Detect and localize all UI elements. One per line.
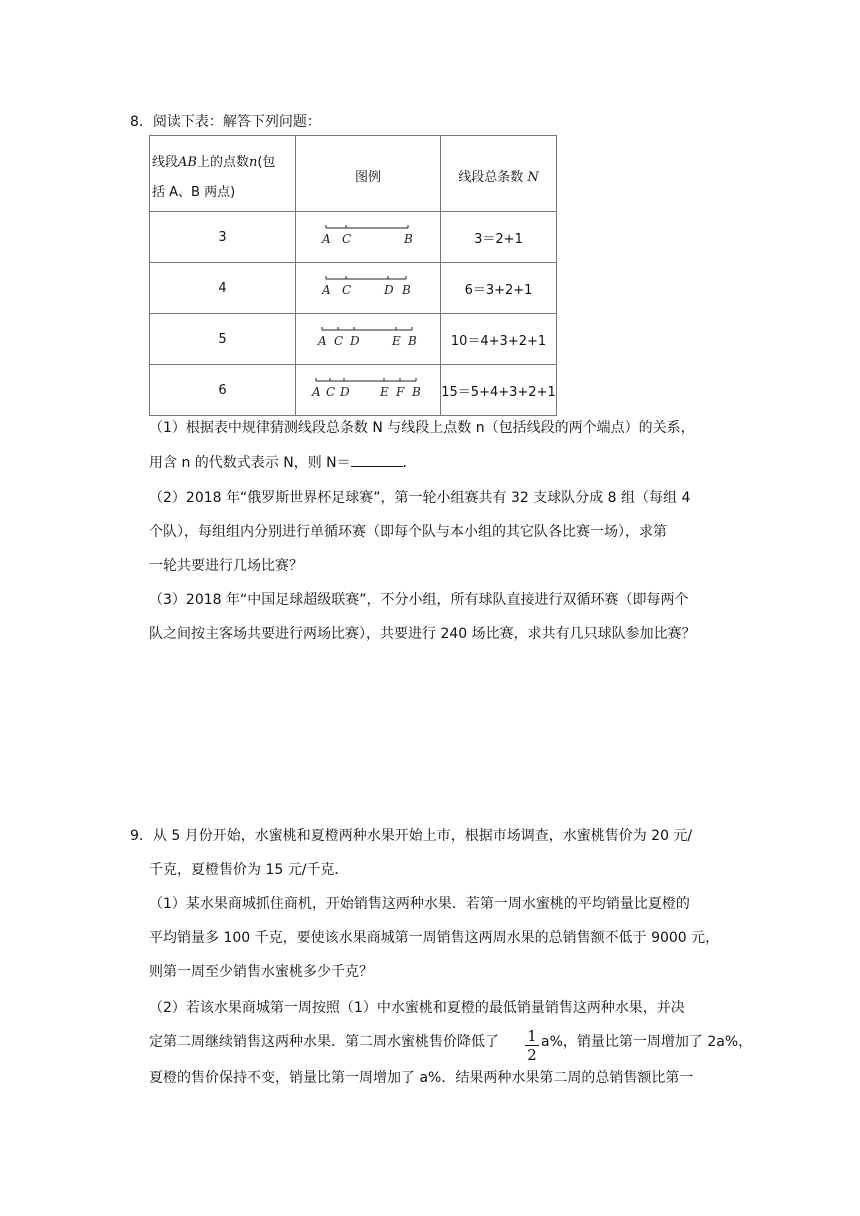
q8-part2-line1: （2）2018 年“俄罗斯世界杯足球赛”，第一轮小组赛共有 32 支球队分成 8 组（每组 4 [149, 490, 691, 506]
segment-diagram [296, 263, 440, 309]
q8-part3-line2: 队之间按主客场共要进行两场比赛），共要进行 240 场比赛，求共有几只球队参加比赛？ [149, 626, 696, 642]
point-label: D [384, 283, 394, 297]
segment-diagram [296, 212, 440, 258]
header-legend [296, 136, 441, 212]
table-row [150, 365, 557, 416]
q9-part1-line1: （1）某水果商城抓住商机，开始销售这两种水果．若第一周水蜜桃的平均销量比夏橙的 [149, 896, 690, 912]
q9-part2-line3: 夏橙的售价保持不变，销量比第一周增加了 a%．结果两种水果第二周的总销售额比第一 [149, 1070, 694, 1086]
cell-diagram [296, 365, 441, 416]
point-label: C [342, 232, 352, 246]
q8-part1-text: ． [402, 455, 417, 471]
header-total [441, 136, 557, 212]
segment-diagram [296, 314, 440, 360]
q9-line2: 千克，夏橙售价为 15 元/千克． [149, 862, 349, 878]
q9-part2-line2a: 定第二周继续销售这两种水果．第二周水蜜桃售价降低了 [149, 1034, 499, 1050]
table-row [150, 212, 557, 263]
point-label: E [380, 385, 389, 399]
q8-part2-line2: 个队），每组组内分别进行单循环赛（即每个队与本小组的其它队各比赛一场），求第 [149, 524, 667, 540]
header-text: 线段 [152, 154, 179, 170]
cell-total: 3＝2+1 [441, 212, 557, 263]
header-text: 线段总条数 [458, 169, 528, 185]
q9-part2-line1: （2）若该水果商城第一周按照（1）中水蜜桃和夏橙的最低销量销售这两种水果，并决 [149, 1000, 685, 1016]
header-n: N [527, 169, 539, 185]
q8-part1-line1: （1）根据表中规律猜测线段总条数 N 与线段上点数 n（包括线段的两个端点）的关系， [149, 420, 695, 436]
header-text: 图例 [354, 169, 381, 185]
fraction-one-half [525, 1028, 539, 1063]
q8-part3-line1: （3）2018 年“中国足球超级联赛”，不分小组，所有球队直接进行双循环赛（即每两个 [149, 592, 689, 608]
table-row [150, 314, 557, 365]
table-row [150, 263, 557, 314]
point-label: A [312, 385, 321, 399]
segment-diagram [296, 365, 440, 411]
cell-diagram [296, 263, 441, 314]
point-label: A [322, 283, 331, 297]
point-label: C [326, 385, 336, 399]
point-label: E [392, 334, 401, 348]
header-n: n [248, 154, 258, 170]
cell-total: 6＝3+2+1 [441, 263, 557, 314]
cell-total: 10＝4+3+2+1 [441, 314, 557, 365]
header-text: 上的点数 [196, 154, 249, 170]
q9-part2-line2b: a%，销量比第一周增加了 2a%， [541, 1034, 753, 1050]
fraction-denominator: 2 [527, 1046, 537, 1064]
cell-n: 4 [150, 263, 296, 314]
cell-diagram [296, 212, 441, 263]
point-label: B [408, 334, 417, 348]
q8-part1-text: 用含 n 的代数式表示 N，则 N＝ [149, 455, 351, 471]
header-text: (包 [257, 154, 276, 170]
q8-part1-line2 [149, 452, 417, 473]
answer-blank [351, 452, 403, 467]
table-header-row [150, 136, 557, 212]
q8-table [149, 135, 557, 416]
cell-diagram [296, 314, 441, 365]
point-label: A [322, 232, 331, 246]
header-ab: AB [178, 154, 197, 170]
q9-part1-line2: 平均销量多 100 千克，要使该水果商城第一周销售这两周水果的总销售额不低于 9000 元， [149, 930, 720, 946]
point-label: B [402, 283, 411, 297]
q9-part1-line3: 则第一周至少销售水蜜桃多少千克？ [149, 964, 373, 980]
q9-line1: 9．从 5 月份开始，水蜜桃和夏橙两种水果开始上市，根据市场调查，水蜜桃售价为 20 元/ [130, 828, 693, 844]
point-label: C [342, 283, 352, 297]
cell-n: 6 [150, 365, 296, 416]
point-label: B [404, 232, 413, 246]
header-points-count [150, 136, 296, 212]
point-label: A [318, 334, 327, 348]
fraction-numerator: 1 [527, 1027, 537, 1045]
cell-total: 15＝5+4+3+2+1 [441, 365, 557, 416]
cell-n: 3 [150, 212, 296, 263]
point-label: C [334, 334, 344, 348]
point-label: D [350, 334, 360, 348]
cell-n: 5 [150, 314, 296, 365]
header-text: 括 A、B 两点) [152, 184, 236, 200]
q8-title: 8．阅读下表：解答下列问题： [130, 114, 321, 130]
point-label: B [412, 385, 421, 399]
q8-part2-line3: 一轮共要进行几场比赛？ [149, 558, 303, 574]
point-label: D [340, 385, 350, 399]
point-label: F [396, 385, 405, 399]
